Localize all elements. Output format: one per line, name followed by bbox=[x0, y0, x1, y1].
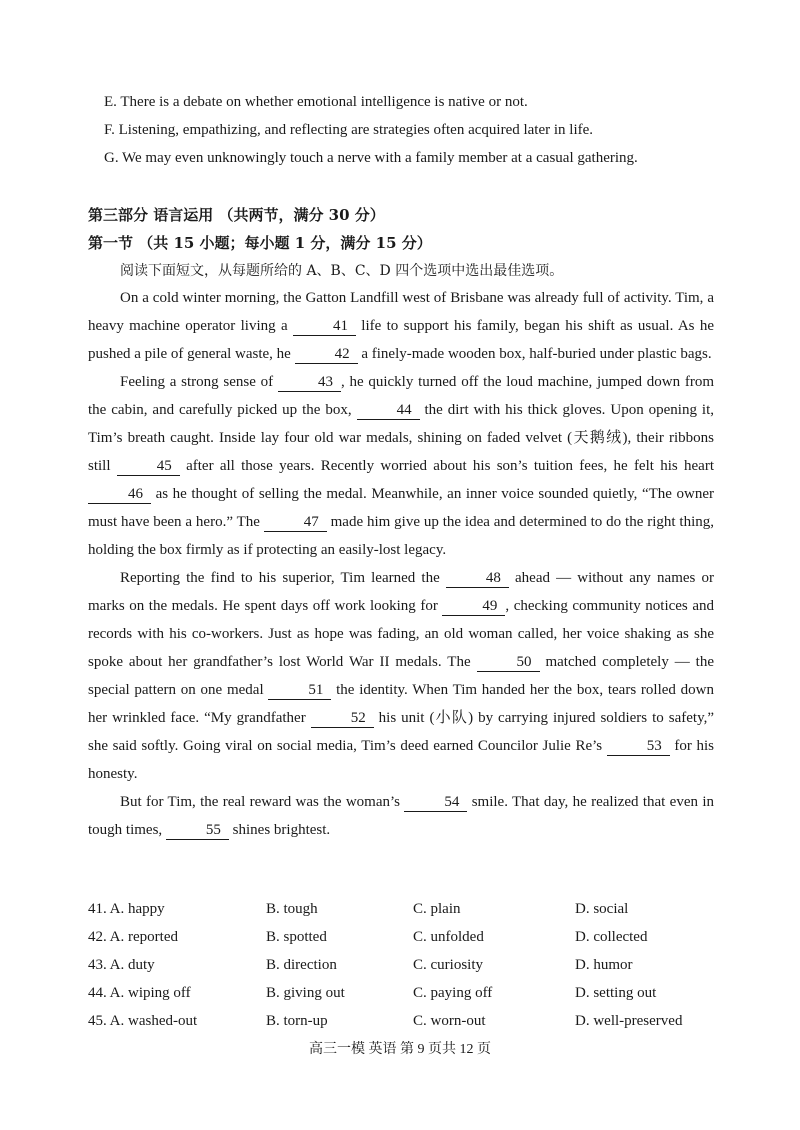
option-d[interactable]: D. collected bbox=[575, 929, 648, 945]
blank-50[interactable]: 50 bbox=[477, 653, 540, 672]
text: Feeling a strong sense of bbox=[120, 374, 278, 390]
blank-41[interactable]: 41 bbox=[293, 317, 356, 336]
blank-47[interactable]: 47 bbox=[264, 513, 327, 532]
option-c[interactable]: C. unfolded bbox=[413, 929, 484, 945]
blank-46[interactable]: 46 bbox=[88, 485, 151, 504]
instruction: 阅读下面短文，从每题所给的 A、B、C、D 四个选项中选出最佳选项。 bbox=[120, 263, 564, 279]
option-d[interactable]: D. well-preserved bbox=[575, 1013, 683, 1029]
blank-42[interactable]: 42 bbox=[295, 345, 358, 364]
option-e: E. There is a debate on whether emotional intelligence is native or not. bbox=[104, 94, 528, 110]
option-b[interactable]: B. spotted bbox=[266, 929, 327, 945]
text: But for Tim, the real reward was the woman’s bbox=[120, 794, 405, 810]
text: Reporting the find to his superior, Tim learned the bbox=[120, 570, 446, 586]
blank-48[interactable]: 48 bbox=[446, 569, 509, 588]
blank-55[interactable]: 55 bbox=[166, 821, 229, 840]
blank-53[interactable]: 53 bbox=[607, 737, 670, 756]
option-b[interactable]: B. torn-up bbox=[266, 1013, 328, 1029]
paragraph-3 bbox=[88, 564, 714, 788]
text: , he quickly turned off the loud machine, jumped down from the cabin, and carefully picked up the box, bbox=[88, 374, 714, 418]
text: matched completely — the special pattern on one medal bbox=[88, 654, 714, 698]
text: for his honesty. bbox=[88, 738, 714, 782]
option-a[interactable]: 43. A. duty bbox=[88, 957, 155, 973]
passage bbox=[88, 284, 714, 844]
text: , checking community notices and records with his co-workers. Just as hope was fading, an old woman called, her voice shaking as she spoke about her grandfather’s lost World War II medals. The bbox=[88, 598, 714, 670]
option-a[interactable]: 41. A. happy bbox=[88, 901, 165, 917]
blank-44[interactable]: 44 bbox=[357, 401, 420, 420]
option-b[interactable]: B. tough bbox=[266, 901, 318, 917]
option-g: G. We may even unknowingly touch a nerve with a family member at a casual gathering. bbox=[104, 150, 638, 166]
text: life to support his family, began his shift as usual. As he pushed a pile of general waste, he bbox=[88, 318, 714, 362]
blank-52[interactable]: 52 bbox=[311, 709, 374, 728]
text: the identity. When Tim handed her the box, tears rolled down her wrinkled face. “My grandfather bbox=[88, 682, 714, 726]
text: as he thought of selling the medal. Meanwhile, an inner voice sounded quietly, “The owner must have been a hero.” The bbox=[88, 486, 714, 530]
option-a[interactable]: 44. A. wiping off bbox=[88, 985, 191, 1001]
option-a[interactable]: 42. A. reported bbox=[88, 929, 178, 945]
question-45 bbox=[88, 1007, 728, 1035]
page-footer: 高三一模 英语 第 9 页共 12 页 bbox=[309, 1042, 491, 1057]
blank-43[interactable]: 43 bbox=[278, 373, 341, 392]
question-43 bbox=[88, 951, 728, 979]
blank-54[interactable]: 54 bbox=[404, 793, 467, 812]
option-b[interactable]: B. direction bbox=[266, 957, 337, 973]
option-a[interactable]: 45. A. washed-out bbox=[88, 1013, 198, 1029]
option-c[interactable]: C. plain bbox=[413, 901, 461, 917]
question-41 bbox=[88, 895, 728, 923]
blank-45[interactable]: 45 bbox=[117, 457, 180, 476]
option-d[interactable]: D. setting out bbox=[575, 985, 657, 1001]
text: shines brightest. bbox=[228, 822, 331, 838]
section-subtitle: 第一节 （共 15 小题；每小题 1 分，满分 15 分） bbox=[88, 234, 432, 252]
text: ahead — without any names or marks on the medals. He spent days off work looking for bbox=[88, 570, 714, 614]
paragraph-1 bbox=[88, 284, 714, 368]
option-d[interactable]: D. humor bbox=[575, 957, 633, 973]
text: after all those years. Recently worried about his son’s tuition fees, he felt his heart bbox=[179, 458, 714, 474]
option-c[interactable]: C. paying off bbox=[413, 985, 493, 1001]
text: smile. That day, he realized that even in tough times, bbox=[88, 794, 714, 838]
option-d[interactable]: D. social bbox=[575, 901, 629, 917]
paragraph-4 bbox=[88, 788, 714, 844]
blank-51[interactable]: 51 bbox=[268, 681, 331, 700]
text: a finely-made wooden box, half-buried under plastic bags. bbox=[357, 346, 712, 362]
text: made him give up the idea and determined to do the right thing, holding the box firmly as if protecting an easily-lost legacy. bbox=[88, 514, 714, 558]
text: his unit (小队) by carrying injured soldiers to safety,” she said softly. Going viral on social media, Tim’s deed earned Councilor Julie Re’s bbox=[88, 710, 714, 754]
blank-49[interactable]: 49 bbox=[442, 597, 505, 616]
option-c[interactable]: C. worn-out bbox=[413, 1013, 486, 1029]
section-title: 第三部分 语言运用 （共两节，满分 30 分） bbox=[88, 206, 385, 224]
option-c[interactable]: C. curiosity bbox=[413, 957, 483, 973]
text: On a cold winter morning, the Gatton Landfill west of Brisbane was already full of activity. Tim, a heavy machine operator living a bbox=[88, 290, 714, 334]
text: the dirt with his thick gloves. Upon opening it, Tim’s breath caught. Inside lay four old war medals, shining on faded velvet (天鹅绒), their ribbons still bbox=[88, 402, 714, 474]
option-b[interactable]: B. giving out bbox=[266, 985, 345, 1001]
question-44 bbox=[88, 979, 728, 1007]
paragraph-2 bbox=[88, 368, 714, 564]
question-42 bbox=[88, 923, 728, 951]
option-f: F. Listening, empathizing, and reflecting are strategies often acquired later in life. bbox=[104, 122, 594, 138]
